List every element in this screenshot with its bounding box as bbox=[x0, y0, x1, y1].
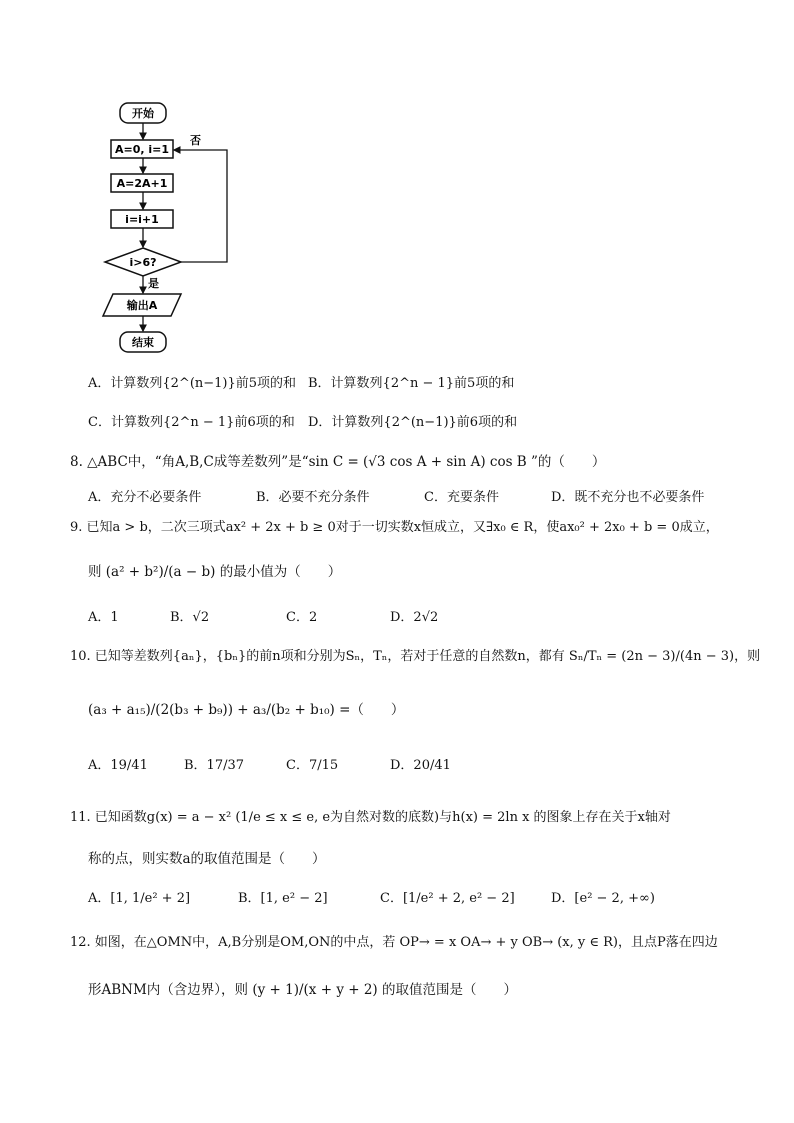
q11-option-c: C．[1/e² + 2, e² − 2] bbox=[380, 891, 515, 906]
q7-option-a: A．计算数列{2^(n−1)}前5项的和 bbox=[88, 376, 297, 391]
flow-init-label: A=0, i=1 bbox=[114, 143, 170, 156]
q8-option-d: D．既不充分也不必要条件 bbox=[551, 490, 705, 505]
q9-option-a: A．1 bbox=[88, 610, 119, 625]
flow-step2-label: i=i+1 bbox=[125, 213, 159, 226]
q9-option-b: B．√2 bbox=[170, 610, 210, 625]
flowchart bbox=[95, 95, 245, 365]
flow-yes-label: 是 bbox=[148, 277, 159, 290]
q9-option-d: D．2√2 bbox=[390, 610, 439, 625]
flow-start-label: 开始 bbox=[132, 107, 154, 120]
q8-option-b: B．必要不充分条件 bbox=[256, 490, 370, 505]
flow-condition-label: i>6? bbox=[129, 256, 157, 269]
q8-stem: 8. △ABC中，“角A,B,C成等差数列”是“sin C = (√3 cos A + sin A) cos B ”的（ ） bbox=[70, 454, 606, 470]
q7-option-b: B．计算数列{2^n − 1}前5项的和 bbox=[308, 376, 515, 391]
q11-option-b: B．[1, e² − 2] bbox=[238, 891, 328, 906]
q10-option-c: C．7/15 bbox=[286, 758, 339, 773]
q9-stem-2: 则 (a² + b²)/(a − b) 的最小值为（ ） bbox=[88, 564, 342, 580]
q10-option-d: D．20/41 bbox=[390, 758, 451, 773]
flowchart-svg bbox=[95, 95, 245, 365]
q7-option-c: C．计算数列{2^n − 1}前6项的和 bbox=[88, 415, 295, 430]
q10-option-a: A．19/41 bbox=[88, 758, 148, 773]
q10-stem: 10. 已知等差数列{aₙ}，{bₙ}的前n项和分别为Sₙ，Tₙ，若对于任意的自然数n，都有 Sₙ/Tₙ = (2n − 3)/(4n − 3)，则 bbox=[70, 649, 761, 664]
flow-output-label: 输出A bbox=[126, 299, 158, 312]
q9-option-c: C．2 bbox=[286, 610, 318, 625]
q9-stem: 9. 已知a > b，二次三项式ax² + 2x + b ≥ 0对于一切实数x恒成立，又∃x₀ ∈ R，使ax₀² + 2x₀ + b = 0成立， bbox=[70, 520, 719, 535]
q12-stem-2: 形ABNM内（含边界），则 (y + 1)/(x + y + 2) 的取值范围是（ ） bbox=[88, 982, 517, 998]
q12-stem: 12. 如图，在△OMN中，A,B分别是OM,ON的中点，若 OP→ = x OA→ + y OB→ (x, y ∈ R)，且点P落在四边 bbox=[70, 935, 718, 950]
q11-stem-2: 称的点，则实数a的取值范围是（ ） bbox=[88, 851, 326, 867]
q8-option-a: A．充分不必要条件 bbox=[88, 490, 202, 505]
q7-option-d: D．计算数列{2^(n−1)}前6项的和 bbox=[308, 415, 518, 430]
q11-option-a: A．[1, 1/e² + 2] bbox=[88, 891, 191, 906]
q10-stem-2: (a₃ + a₁₅)/(2(b₃ + b₉)) + a₃/(b₂ + b₁₀) =（ ） bbox=[88, 702, 405, 718]
flow-step1-label: A=2A+1 bbox=[116, 177, 168, 190]
flow-no-label: 否 bbox=[190, 134, 201, 147]
q11-stem: 11. 已知函数g(x) = a − x² (1/e ≤ x ≤ e, e为自然对数的底数)与h(x) = 2ln x 的图象上存在关于x轴对 bbox=[70, 810, 671, 825]
q11-option-d: D．[e² − 2, +∞) bbox=[551, 891, 655, 906]
q10-option-b: B．17/37 bbox=[184, 758, 245, 773]
q8-option-c: C．充要条件 bbox=[424, 490, 499, 505]
flow-end-label: 结束 bbox=[132, 336, 154, 349]
